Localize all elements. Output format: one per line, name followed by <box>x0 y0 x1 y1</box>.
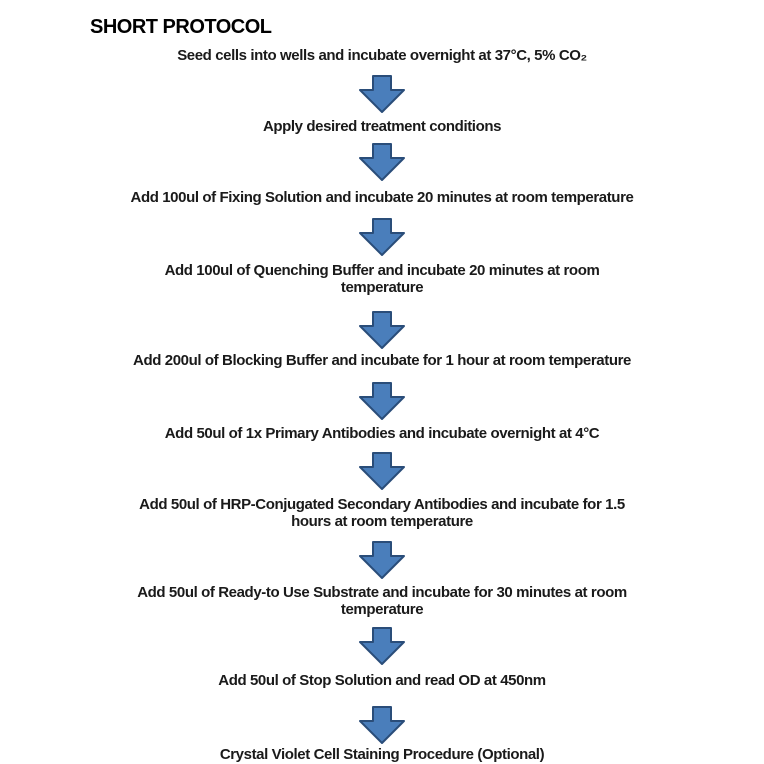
step-text: Crystal Violet Cell Staining Procedure (Optional) <box>219 746 545 763</box>
down-arrow-icon <box>359 143 405 181</box>
step-text: temperature <box>340 601 424 618</box>
step-4-quenching-buffer <box>22 262 742 296</box>
step-1-seed-cells <box>22 47 742 64</box>
step-text: Apply desired treatment conditions <box>262 118 502 135</box>
step-text: hours at room temperature <box>291 513 473 530</box>
step-text: Add 100ul of Quenching Buffer and incubate 20 minutes at room <box>164 262 600 279</box>
down-arrow-icon <box>359 75 405 113</box>
down-arrow-icon <box>359 452 405 490</box>
step-text: Add 50ul of HRP-Conjugated Secondary Antibodies and incubate for 1.5 <box>139 496 625 513</box>
step-8-substrate <box>22 584 742 618</box>
step-10-crystal-violet <box>22 746 742 763</box>
page-title: SHORT PROTOCOL <box>90 16 272 39</box>
step-text: Add 50ul of Ready-to Use Substrate and incubate for 30 minutes at room <box>137 584 627 601</box>
down-arrow-icon <box>359 627 405 665</box>
step-6-primary-antibodies <box>22 425 742 442</box>
step-text: Add 50ul of Stop Solution and read OD at 450nm <box>218 672 546 689</box>
step-3-fixing-solution <box>22 189 742 206</box>
step-text: Add 50ul of 1x Primary Antibodies and incubate overnight at 4°C <box>164 425 600 442</box>
step-5-blocking-buffer <box>22 352 742 369</box>
down-arrow-icon <box>359 311 405 349</box>
step-9-stop-solution <box>22 672 742 689</box>
step-text: temperature <box>340 279 424 296</box>
down-arrow-icon <box>359 218 405 256</box>
step-text: Seed cells into wells and incubate overnight at 37°C, 5% CO₂ <box>177 47 587 64</box>
step-2-treatment <box>22 118 742 135</box>
down-arrow-icon <box>359 382 405 420</box>
step-7-secondary-antibodies <box>22 496 742 530</box>
down-arrow-icon <box>359 706 405 744</box>
down-arrow-icon <box>359 541 405 579</box>
step-text: Add 200ul of Blocking Buffer and incubate for 1 hour at room temperature <box>133 352 631 369</box>
step-text: Add 100ul of Fixing Solution and incubate 20 minutes at room temperature <box>130 189 634 206</box>
